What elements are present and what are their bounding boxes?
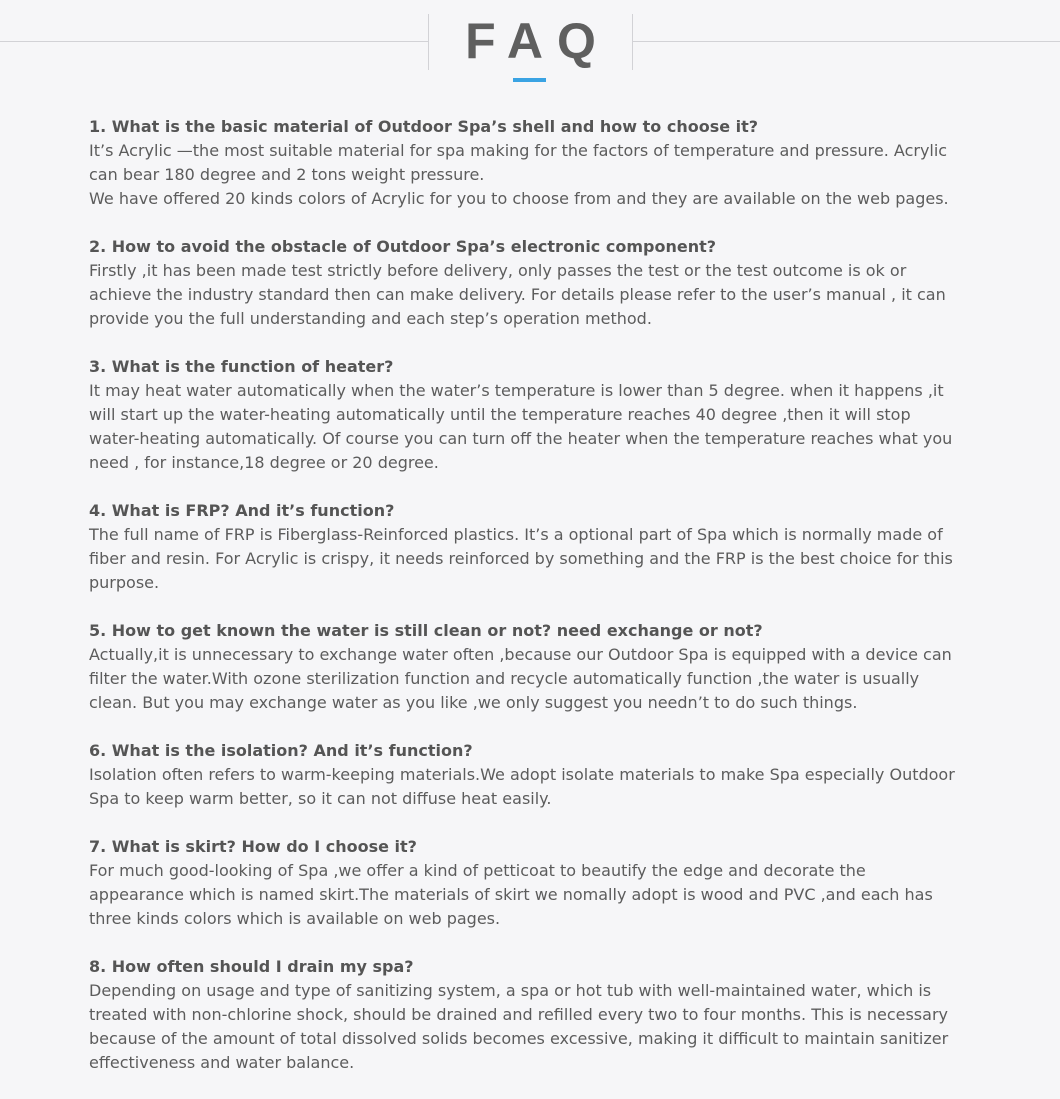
faq-item: [89, 235, 959, 331]
faq-question: 1. What is the basic material of Outdoor Spa’s shell and how to choose it?: [89, 117, 759, 136]
faq-question: 7. What is skirt? How do I choose it?: [89, 837, 417, 856]
faq-item: [89, 499, 959, 595]
faq-question: 4. What is FRP? And it’s function?: [89, 501, 395, 520]
title-underline-accent: [513, 78, 546, 82]
faq-item: [89, 115, 959, 211]
faq-question: 8. How often should I drain my spa?: [89, 957, 414, 976]
header-divider-left: [0, 41, 428, 42]
page-title: FAQ: [465, 13, 610, 69]
faq-item: [89, 739, 959, 811]
faq-question: 6. What is the isolation? And it’s function?: [89, 741, 473, 760]
faq-answer: Firstly ,it has been made test strictly before delivery, only passes the test or the test outcome is ok or achieve the industry standard then can make delivery. For details please refer to the user’s manual , it can provide you the full understanding and each step’s operation method.: [89, 261, 946, 328]
faq-answer: It may heat water automatically when the water’s temperature is lower than 5 degree. when it happens ,it will start up the water-heating automatically until the temperature reaches 40 degree ,then it will stop water-heating automatically. Of course you can turn off the heater when the temperature reaches what you need , for instance,18 degree or 20 degree.: [89, 381, 953, 472]
faq-list: [89, 115, 959, 1099]
faq-question: 3. What is the function of heater?: [89, 357, 394, 376]
header-divider-right: [632, 41, 1060, 42]
faq-answer: The full name of FRP is Fiberglass-Reinforced plastics. It’s a optional part of Spa which is normally made of fiber and resin. For Acrylic is crispy, it needs reinforced by something and the FRP is the best choice for this purpose.: [89, 525, 953, 592]
faq-answer: We have offered 20 kinds colors of Acrylic for you to choose from and they are available on the web pages.: [89, 189, 949, 208]
faq-header: [0, 0, 1060, 90]
faq-answer: Depending on usage and type of sanitizing system, a spa or hot tub with well-maintained water, which is treated with non-chlorine shock, should be drained and refilled every two to four months. This is necessary because of the amount of total dissolved solids becomes excessive, making it difficult to maintain sanitizer effectiveness and water balance.: [89, 981, 949, 1072]
faq-item: [89, 619, 959, 715]
faq-answer: Isolation often refers to warm-keeping materials.We adopt isolate materials to make Spa especially Outdoor Spa to keep warm better, so it can not diffuse heat easily.: [89, 765, 955, 808]
faq-item: [89, 835, 959, 931]
faq-item: [89, 955, 959, 1075]
faq-answer: It’s Acrylic —the most suitable material for spa making for the factors of temperature and pressure. Acrylic can bear 180 degree and 2 tons weight pressure.: [89, 141, 948, 184]
faq-answer: For much good-looking of Spa ,we offer a kind of petticoat to beautify the edge and decorate the appearance which is named skirt.The materials of skirt we nomally adopt is wood and PVC ,and each has three kinds colors which is available on web pages.: [89, 861, 933, 928]
faq-question: 2. How to avoid the obstacle of Outdoor Spa’s electronic component?: [89, 237, 717, 256]
faq-item: [89, 355, 959, 475]
title-frame-right: [632, 14, 633, 70]
faq-answer: Actually,it is unnecessary to exchange water often ,because our Outdoor Spa is equipped with a device can filter the water.With ozone sterilization function and recycle automatically function ,the water is usually clean. But you may exchange water as you like ,we only suggest you needn’t to do such things.: [89, 645, 952, 712]
faq-question: 5. How to get known the water is still clean or not? need exchange or not?: [89, 621, 763, 640]
